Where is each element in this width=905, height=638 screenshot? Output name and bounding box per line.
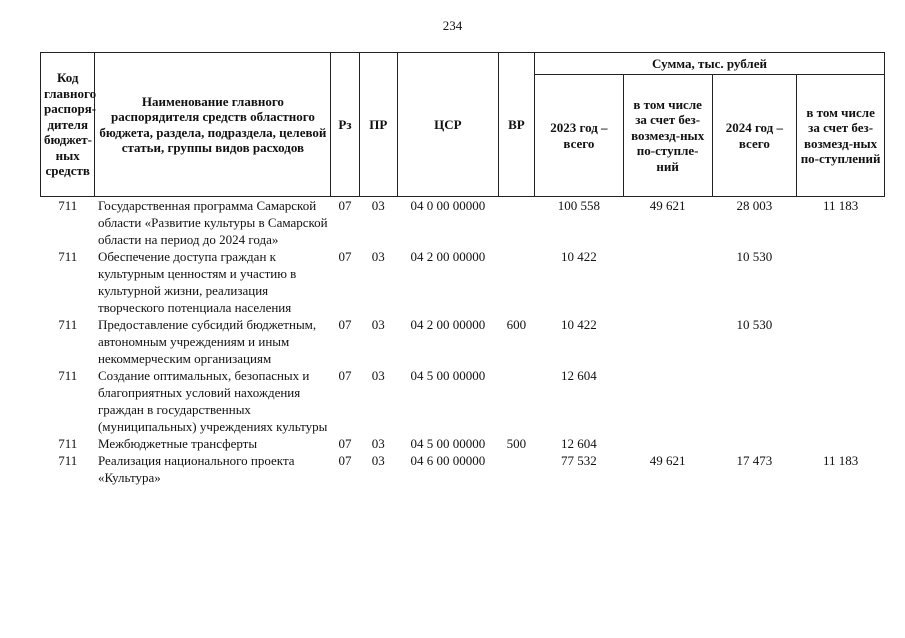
header-2023-free: в том числе за счет без-возмезд-ных по-ступле-ний: [623, 75, 712, 197]
table-row: [41, 435, 885, 452]
cell-2024-free: 11 183: [822, 453, 859, 468]
cell-2023-free: 49 621: [649, 453, 686, 468]
cell-2024-free: [797, 367, 885, 435]
cell-csr: 04 5 00 00000: [410, 368, 486, 383]
cell-pr: 03: [371, 317, 385, 332]
cell-name: Предоставление субсидий бюджетным, автономным учреждениям и иным некоммерческим организациям: [97, 317, 317, 366]
cell-vr: 600: [506, 317, 527, 332]
cell-2023-total: 10 422: [561, 249, 597, 264]
cell-rz: 07: [338, 436, 352, 451]
cell-2024-free: [797, 316, 885, 367]
budget-table: [40, 52, 885, 486]
cell-code: 711: [58, 249, 78, 264]
table-row: [41, 316, 885, 367]
cell-name: Создание оптимальных, безопасных и благоприятных условий нахождения граждан в государственных (муниципальных) учреждениях культуры: [97, 368, 328, 434]
cell-name: Обеспечение доступа граждан к культурным ценностям и участию в культурной жизни, реализация творческого потенциала населения: [97, 249, 297, 315]
cell-2023-free: [623, 435, 712, 452]
cell-name: Межбюджетные трансферты: [97, 436, 258, 451]
cell-pr: 03: [371, 368, 385, 383]
cell-pr: 03: [371, 198, 385, 213]
header-rz: Рз: [331, 53, 359, 197]
header-name: Наименование главного распорядителя средств областного бюджета, раздела, подраздела, целевой статьи, группы видов расходов: [95, 53, 331, 197]
cell-code: 711: [58, 198, 78, 213]
table-row: [41, 452, 885, 486]
header-2024-total: 2024 год – всего: [712, 75, 797, 197]
cell-vr: 500: [506, 436, 527, 451]
page-number: 234: [442, 18, 463, 33]
header-2024-free: в том числе за счет без-возмезд-ных по-ступлений: [797, 75, 885, 197]
cell-name: Государственная программа Самарской области «Развитие культуры в Самарской области на период до 2024 года»: [97, 198, 328, 247]
cell-code: 711: [58, 436, 78, 451]
header-vr: ВР: [498, 53, 534, 197]
cell-rz: 07: [338, 453, 352, 468]
header-csr: ЦСР: [397, 53, 498, 197]
cell-2024-total: 28 003: [736, 198, 773, 213]
table-row: [41, 197, 885, 249]
header-pr: ПР: [359, 53, 397, 197]
table-row: [41, 248, 885, 316]
cell-2024-total: 17 473: [736, 453, 773, 468]
header-2023-total: 2023 год – всего: [535, 75, 624, 197]
cell-pr: 03: [371, 436, 385, 451]
cell-name: Реализация национального проекта «Культура»: [97, 453, 295, 485]
cell-2024-free: [797, 248, 885, 316]
cell-rz: 07: [338, 249, 352, 264]
header-sum-group: Сумма, тыс. рублей: [535, 53, 885, 75]
cell-rz: 07: [338, 368, 352, 383]
cell-2024-free: [797, 435, 885, 452]
cell-rz: 07: [338, 198, 352, 213]
cell-vr: [498, 248, 534, 316]
cell-csr: 04 0 00 00000: [410, 198, 486, 213]
cell-pr: 03: [371, 249, 385, 264]
cell-pr: 03: [371, 453, 385, 468]
cell-code: 711: [58, 453, 78, 468]
table-row: [41, 367, 885, 435]
cell-2024-total: 10 530: [736, 317, 773, 332]
cell-2024-total: [712, 435, 797, 452]
cell-csr: 04 2 00 00000: [410, 317, 486, 332]
cell-csr: 04 2 00 00000: [410, 249, 486, 264]
cell-rz: 07: [338, 317, 352, 332]
cell-csr: 04 5 00 00000: [410, 436, 486, 451]
cell-2023-free: 49 621: [649, 198, 686, 213]
table-header: [41, 53, 885, 197]
cell-2024-total: [712, 367, 797, 435]
header-code: Код главного распоря-дителя бюджет-ных средств: [41, 53, 95, 197]
cell-code: 711: [58, 368, 78, 383]
cell-vr: [498, 452, 534, 486]
cell-2024-total: 10 530: [736, 249, 773, 264]
cell-2023-total: 10 422: [561, 317, 597, 332]
cell-2023-total: 100 558: [557, 198, 601, 213]
cell-vr: [498, 197, 534, 249]
cell-2023-free: [623, 367, 712, 435]
cell-csr: 04 6 00 00000: [410, 453, 486, 468]
cell-vr: [498, 367, 534, 435]
cell-2023-free: [623, 316, 712, 367]
cell-2023-free: [623, 248, 712, 316]
cell-2023-total: 12 604: [561, 436, 597, 451]
cell-code: 711: [58, 317, 78, 332]
cell-2023-total: 12 604: [561, 368, 597, 383]
cell-2024-free: 11 183: [822, 198, 859, 213]
table-body: [41, 197, 885, 487]
cell-2023-total: 77 532: [561, 453, 597, 468]
